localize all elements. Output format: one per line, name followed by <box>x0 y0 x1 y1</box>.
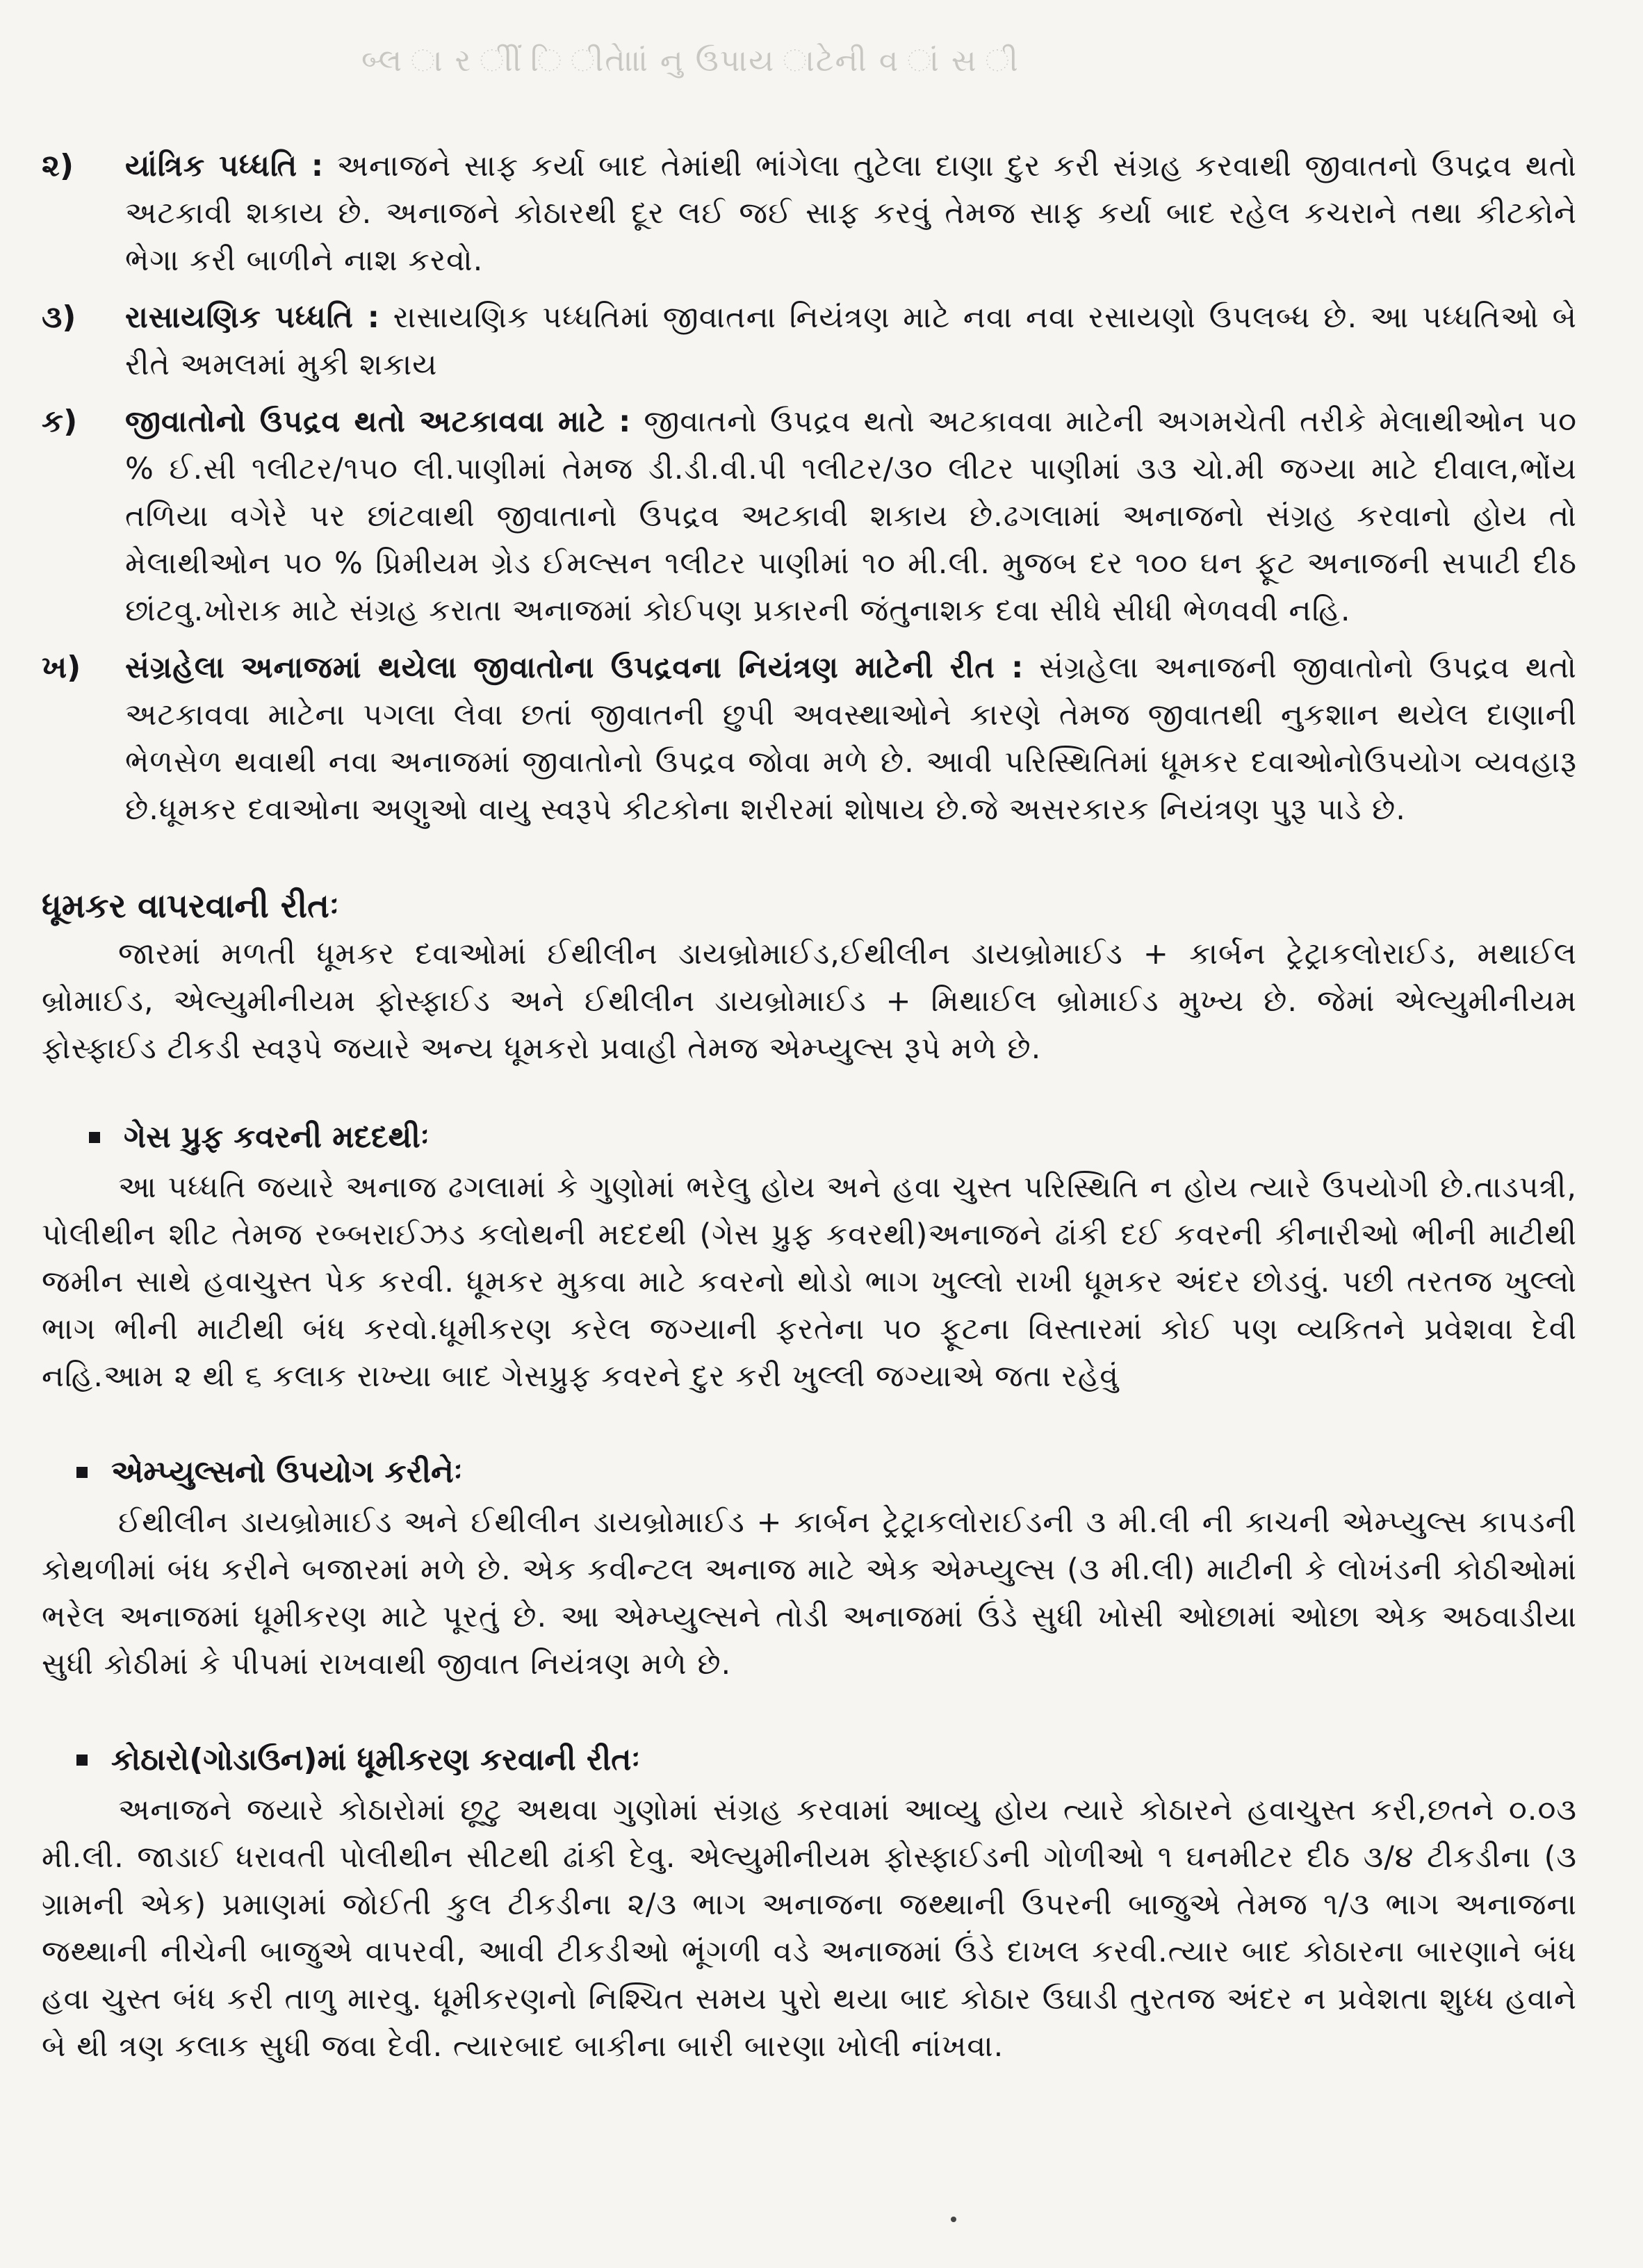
section-intro-paragraph: જારમાં મળતી ધૂમકર દવાઓમાં ઈથીલીન ડાયબ્રોમાઈડ,ઈથીલીન ડાયબ્રોમાઈડ + કાર્બન ટ્રેટ્રાકલોરાઈડ, મથાઈલ બ્રોમાઈડ, એલ્યુમીનીયમ ફોસ્ફાઈડ અને ઈથીલીન ડાયબ્રોમાઈડ + મિથાઈલ બ્રોમાઈડ મુખ્ય છે. જેમાં એલ્યુમીનીયમ ફોસ્ફાઈડ ટીકડી સ્વરૂપે જયારે અન્ય ધૂમકરો પ્રવાહી તેમજ એમ્પ્યુલ્સ રૂપે મળે છે. <box>42 937 1577 1066</box>
bullet-heading-ampoules <box>63 1449 1577 1496</box>
list-heading: રાસાયણિક પધ્ધતિ : <box>125 300 380 335</box>
bullet-heading-gas-proof-cover <box>75 1114 1577 1161</box>
list-item-mechanical-method <box>42 142 1577 284</box>
bullet-heading-text: કોઠારો(ગોડાઉન)માં ધૂમીકરણ કરવાની રીતઃ <box>111 1742 641 1777</box>
list-number: ક) <box>42 404 78 439</box>
list-body: જીવાતનો ઉપદ્રવ થતો અટકાવવા માટેની અગમચેતી તરીકે મેલાથીઓન ૫૦ % ઈ.સી ૧લીટર/૧૫૦ લી.પાણીમાં તેમજ ડી.ડી.વી.પી ૧લીટર/૩૦ લીટર પાણીમાં ૩૩ ચો.મી જગ્યા માટે દીવાલ,ભોંય તળિયા વગેરે પર છાંટવાથી જીવાતાનો ઉપદ્રવ અટકાવી શકાય છે.ઢગલામાં અનાજનો સંગ્રહ કરવાનો હોય તો મેલાથીઓન ૫૦ % પ્રિમીયમ ગ્રેડ ઈમલ્સન ૧લીટર પાણીમાં ૧૦ મી.લી. મુજબ દર ૧૦૦ ઘન ફૂટ અનાજની સપાટી દીઠ છાંટવુ.ખોરાક માટે સંગ્રહ કરાતા અનાજમાં કોઈપણ પ્રકારની જંતુનાશક દવા સીધે સીધી ભેળવવી નહિ. <box>125 404 1577 628</box>
bullet-paragraph-godown-fumigation: અનાજને જયારે કોઠારોમાં છૂટુ અથવા ગુણોમાં સંગ્રહ કરવામાં આવ્યુ હોય ત્યારે કોઠારને હવાચુસ્ત કરી,છતને ૦.૦૩ મી.લી. જાડાઈ ધરાવતી પોલીથીન સીટથી ઢાંકી દેવુ. એલ્યુમીનીયમ ફોસ્ફાઈડની ગોળીઓ ૧ ઘનમીટર દીઠ ૩/૪ ટીકડીના (૩ ગ્રામની એક) પ્રમાણમાં જોઈતી કુલ ટીકડીના ૨/૩ ભાગ અનાજના જથ્થાની ઉપરની બાજુએ તેમજ ૧/૩ ભાગ અનાજના જથ્થાની નીચેની બાજુએ વાપરવી, આવી ટીકડીઓ ભૂંગળી વડે અનાજમાં ઉંડે દાખલ કરવી.ત્યાર બાદ કોઠારના બારણાને બંધ હવા ચુસ્ત બંધ કરી તાળુ મારવુ. ધૂમીકરણનો નિશ્ચિત સમય પુરો થયા બાદ કોઠાર ઉઘાડી તુરતજ અંદર ન પ્રવેશતા શુધ્ધ હવાને બે થી ત્રણ કલાક સુધી જવા દેવી. ત્યારબાદ બાકીના બારી બારણા ખોલી નાંખવા. <box>42 1793 1577 2064</box>
list-text <box>125 644 1577 833</box>
section-title-fumigant-usage: ધૂમકર વાપરવાની રીતઃ <box>42 887 339 926</box>
list-body: સંગ્રહેલા અનાજની જીવાતોનો ઉપદ્રવ થતો અટકાવવા માટેના પગલા લેવા છતાં જીવાતની છુપી અવસ્થાઓને કારણે તેમજ જીવાતથી નુકશાન થયેલ દાણાની ભેળસેળ થવાથી નવા અનાજમાં જીવાતોનો ઉપદ્રવ જોવા મળે છે. આવી પરિસ્થિતિમાં ધૂમકર દવાઓનોઉપયોગ વ્યવહારૂ છે.ધૂમકર દવાઓના અણુઓ વાયુ સ્વરૂપે કીટકોના શરીરમાં શોષાય છે.જે અસરકારક નિયંત્રણ પુરૂ પાડે છે. <box>125 650 1577 827</box>
list-text <box>125 142 1577 284</box>
list-body: અનાજને સાફ કર્યા બાદ તેમાંથી ભાંગેલા તુટેલા દાણા દુર કરી સંગ્રહ કરવાથી જીવાતનો ઉપદ્રવ થતો અટકાવી શકાય છે. અનાજને કોઠારથી દૂર લઈ જઈ સાફ કરવું તેમજ સાફ કર્યા બાદ રહેલ કચરાને તથા કીટકોને ભેગા કરી બાળીને નાશ કરવો. <box>125 149 1578 278</box>
list-item-control-in-stored-grain <box>42 644 1577 833</box>
bullet-paragraph-ampoules: ઈથીલીન ડાયબ્રોમાઈડ અને ઈથીલીન ડાયબ્રોમાઈડ + કાર્બન ટ્રેટ્રાકલોરાઈડની ૩ મી.લી ની કાચની એમ્પ્યુલ્સ કાપડની કોથળીમાં બંધ કરીને બજારમાં મળે છે. એક કવીન્ટલ અનાજ માટે એક એમ્પ્યુલ્સ (૩ મી.લી) માટીની કે લોખંડની કોઠીઓમાં ભરેલ અનાજમાં ધૂમીકરણ માટે પૂરતું છે. આ એમ્પ્યુલ્સને તોડી અનાજમાં ઉંડે સુધી ખોસી ઓછામાં ઓછા એક અઠવાડીયા સુધી કોઠીમાં કે પીપમાં રાખવાથી જીવાત નિયંત્રણ મળે છે. <box>42 1505 1577 1682</box>
list-number: ૨) <box>42 148 74 183</box>
stray-dot-mark <box>951 2217 956 2222</box>
bleed-through-text: બ્લ ા ર ીીં િ ીતાેાાં નુ ઉપાય ાટેની વ ાં સ ી <box>361 43 1020 79</box>
list-number: ૩) <box>42 299 76 335</box>
square-bullet-icon <box>76 1467 88 1478</box>
square-bullet-icon <box>89 1132 100 1143</box>
list-text <box>125 294 1577 388</box>
bullet-heading-godown-fumigation <box>63 1736 1577 1784</box>
list-heading: યાંત્રિક પધ્ધતિ : <box>125 149 325 183</box>
list-number: ખ) <box>42 650 81 685</box>
bullet-heading-text: એમ્પ્યુલ્સનો ઉપયોગ કરીનેઃ <box>111 1454 463 1490</box>
list-body: રાસાયણિક પધ્ધતિમાં જીવાતના નિયંત્રણ માટે નવા નવા રસાયણો ઉપલબ્ધ છે. આ પધ્ધતિઓ બે રીતે અમલમાં મુકી શકાય <box>125 300 1577 382</box>
list-heading: જીવાતોનો ઉપદ્રવ થતો અટકાવવા માટે : <box>125 404 632 439</box>
list-text <box>125 398 1577 634</box>
list-item-prevent-infestation <box>42 398 1577 634</box>
list-item-chemical-method <box>42 294 1577 388</box>
list-heading: સંગ્રહેલા અનાજમાં થયેલા જીવાતોના ઉપદ્રવના નિયંત્રણ માટેની રીત : <box>125 650 1024 685</box>
bullet-paragraph-gas-proof-cover: આ પધ્ધતિ જયારે અનાજ ઢગલામાં કે ગુણોમાં ભરેલુ હોય અને હવા ચુસ્ત પરિસ્થિતિ ન હોય ત્યારે ઉપયોગી છે.તાડપત્રી, પોલીથીન શીટ તેમજ રબ્બરાઈઝડ કલોથની મદદથી (ગેસ પ્રુફ કવરથી)અનાજને ઢાંકી દઈ કવરની કીનારીઓ ભીની માટીથી જમીન સાથે હવાચુસ્ત પેક કરવી. ધૂમકર મુકવા માટે કવરનો થોડો ભાગ ખુલ્લો રાખી ધૂમકર અંદર છોડવું. પછી તરતજ ખુલ્લો ભાગ ભીની માટીથી બંધ કરવો.ધૂમીકરણ કરેલ જગ્યાની ફરતેના ૫૦ ફૂટના વિસ્તારમાં કોઈ પણ વ્યકિતને પ્રવેશવા દેવી નહિ.આમ ૨ થી ૬ કલાક રાખ્યા બાદ ગેસપ્રુફ કવરને દુર કરી ખુલ્લી જગ્યાએ જતા રહેવું <box>42 1170 1577 1394</box>
bullet-heading-text: ગેસ પ્રુફ કવરની મદદથીઃ <box>124 1119 430 1155</box>
square-bullet-icon <box>76 1755 88 1766</box>
